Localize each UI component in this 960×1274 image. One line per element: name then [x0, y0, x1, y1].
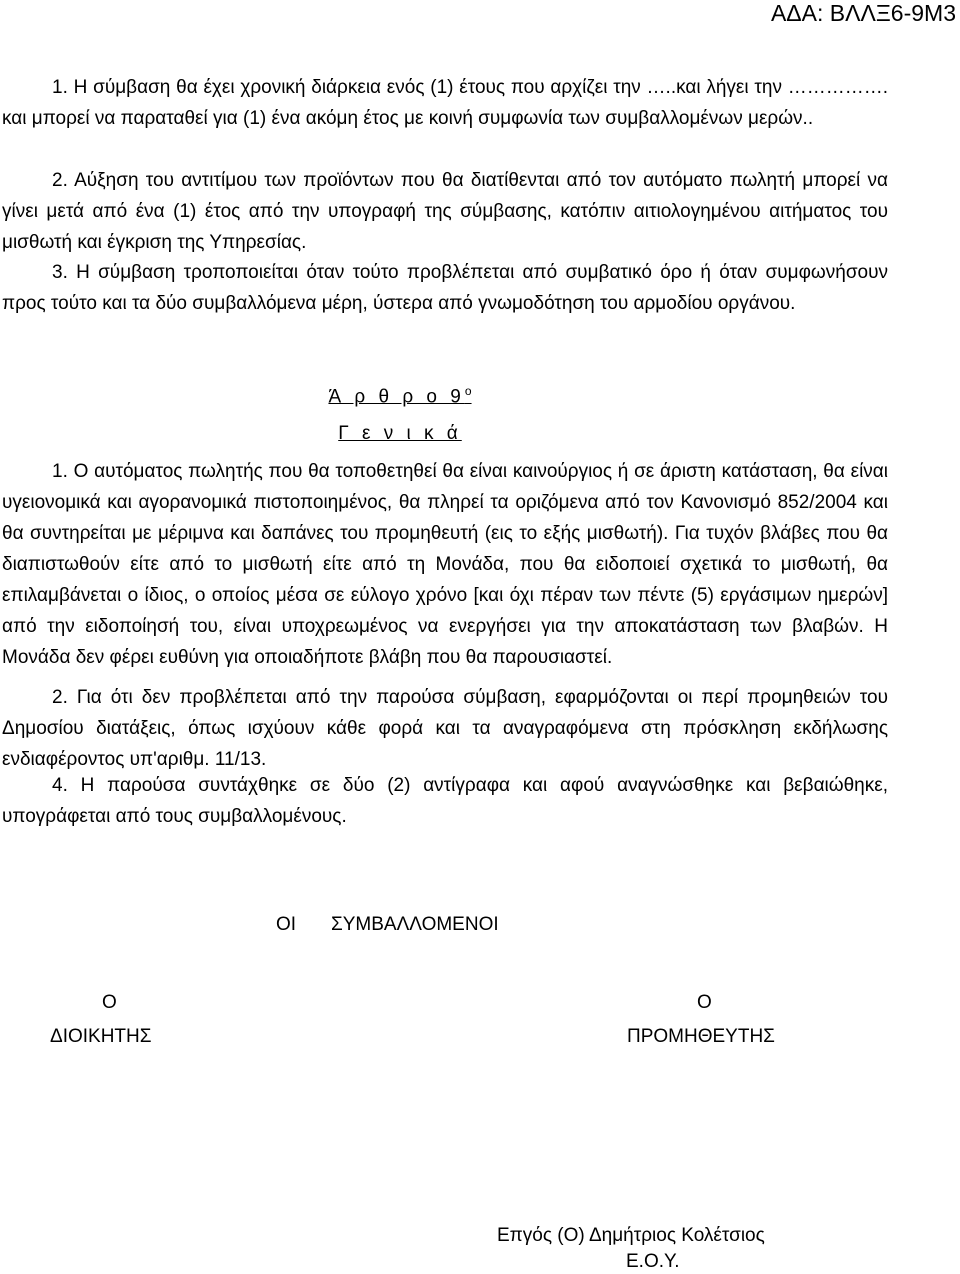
paragraph-text: 3. Η σύμβαση τροποποιείται όταν τούτο προβλέπεται από συμβατικό όρο ή όταν συμφωνήσουν προς τούτο και τα δύο συμβαλλόμενα μέρη, ύστερα από γνωμοδότηση του αρμοδίου οργάνου. — [2, 262, 888, 314]
signatures-heading-right: ΣΥΜΒΑΛΛΟΜΕΝΟΙ — [331, 914, 499, 935]
signatures-heading-left: ΟΙ — [276, 914, 297, 935]
article-title-text: Ά ρ θ ρ ο 9 — [328, 386, 465, 408]
paragraph-copies — [2, 770, 888, 832]
paragraph-vending-machine — [2, 456, 888, 673]
left-signature-article: Ο — [102, 992, 117, 1013]
paragraph-duration — [2, 72, 888, 134]
article-title-superscript: ο — [464, 384, 472, 398]
paragraph-text: 1. Ο αυτόματος πωλητής που θα τοποθετηθεί θα είναι καινούργιος ή σε άριστη κατάσταση, θα είναι υγειονομικά και αγορανομικά πιστοποιημένος, θα πληρεί τα οριζόμενα από τον Κανονισμό 852/2004 και θα συντηρείται με μέριμνα και δαπάνες του προμηθευτή (εις το εξής μισθωτή). Για τυχόν βλάβες που θα διαπιστωθούν είτε από το μισθωτή είτε από τη Μονάδα, που θα ειδοποιεί σχετικά το μισθωτή, θα επιλαμβάνεται ο ίδιος, ο οποίος μέσα σε εύλογο χρόνο [και όχι πέραν των πέντε (5) εργάσιμων ημερών] από την ειδοποίησή του, είναι υποχρεωμένος να ενεργήσει για την αποκατάσταση των βλαβών. Η Μονάδα δεν φέρει ευθύνη για οποιαδήποτε βλάβη που θα παρουσιαστεί. — [2, 461, 888, 668]
paragraph-text: 2. Για ότι δεν προβλέπεται από την παρούσα σύμβαση, εφαρμόζονται οι περί προμηθειών του Δημοσίου διατάξεις, όπως ισχύουν κάθε φορά και τα αναγραφόμενα στη πρόσκληση εκδήλωσης ενδιαφέροντος υπ'αριθμ. 11/13. — [2, 687, 888, 770]
right-signature-role: ΠΡΟΜΗΘΕΥΤΗΣ — [627, 1026, 775, 1047]
ada-code: ΑΔΑ: ΒΛΛΞ6-9Μ3 — [770, 0, 956, 26]
paragraph-price-increase — [2, 165, 888, 258]
article-subtitle: Γ ε ν ι κ ά — [338, 423, 462, 444]
paragraph-text: 4. Η παρούσα συντάχθηκε σε δύο (2) αντίγραφα και αφού αναγνώσθηκε και βεβαιώθηκε, υπογράφεται από τους συμβαλλομένους. — [2, 775, 888, 827]
right-signature-article: Ο — [697, 992, 712, 1013]
article-title — [0, 384, 800, 408]
paragraph-text: 2. Αύξηση του αντιτίμου των προϊόντων που θα διατίθενται από τον αυτόματο πωλητή μπορεί να γίνει μετά από ένα (1) έτος από την υπογραφή της σύμβασης, κατόπιν αιτιολογημένου αιτήματος του μισθωτή και έγκριση της Υπηρεσίας. — [2, 170, 888, 253]
left-signature-role: ΔΙΟΙΚΗΤΗΣ — [50, 1026, 152, 1047]
paragraph-amendment — [2, 257, 888, 319]
paragraph-text: 1. Η σύμβαση θα έχει χρονική διάρκεια ενός (1) έτους που αρχίζει την …..και λήγει την ……………. και μπορεί να παραταθεί για (1) ένα ακόμη έτος με κοινή συμφωνία των συμβαλλομένων μερών.. — [2, 77, 888, 129]
signer-name: Επγός (Ο) Δημήτριος Κολέτσιος — [497, 1225, 765, 1246]
signer-organization: Ε.Ο.Υ. — [626, 1251, 680, 1272]
paragraph-general-provisions — [2, 682, 888, 775]
